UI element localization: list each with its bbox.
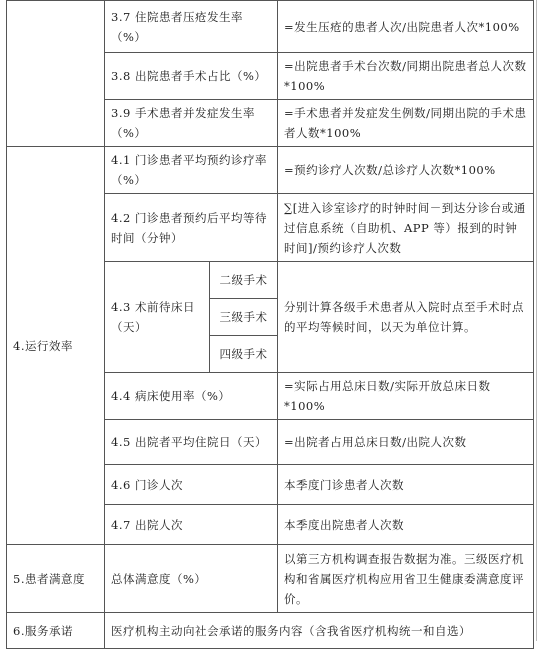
sub-indicator: 四级手术 — [210, 336, 278, 373]
sub-indicator: 三级手术 — [210, 299, 278, 336]
indicator-name: 3.9 手术患者并发症发生率（%） — [105, 100, 278, 147]
indicator-definition: =实际占用总床日数/实际开放总床日数*100% — [278, 373, 534, 420]
indicator-name: 4.2 门诊患者预约后平均等待时间（分钟） — [105, 194, 278, 262]
indicator-definition: =出院患者手术台次数/同期出院患者总人次数*100% — [278, 53, 534, 100]
sub-indicator: 二级手术 — [210, 262, 278, 299]
indicator-name: 总体满意度（%） — [105, 545, 278, 613]
category-label: 6.服务承诺 — [7, 613, 105, 649]
table-row — [7, 147, 534, 194]
indicator-name: 4.3 术前待床日（天） — [105, 262, 210, 373]
indicator-definition: 本季度出院患者人次数 — [278, 505, 534, 545]
indicator-definition: =预约诊疗人次数/总诊疗人次数*100% — [278, 147, 534, 194]
indicator-name: 4.1 门诊患者平均预约诊疗率（%） — [105, 147, 278, 194]
indicator-definition: 分别计算各级手术患者从入院时点至手术时点的平均等候时间，以天为单位计算。 — [278, 262, 534, 373]
indicator-table — [6, 0, 534, 649]
category-label: 5.患者满意度 — [7, 545, 105, 613]
indicator-definition: =手术患者并发症发生例数/同期出院的手术患者人数*100% — [278, 100, 534, 147]
indicator-name: 4.5 出院者平均住院日（天） — [105, 420, 278, 465]
category-label: 4.运行效率 — [7, 147, 105, 545]
indicator-name: 3.8 出院患者手术占比（%） — [105, 53, 278, 100]
table-row — [7, 1, 534, 53]
page-edge-divider — [536, 0, 540, 641]
indicator-definition: 本季度门诊患者人次数 — [278, 465, 534, 505]
table-row — [7, 545, 534, 613]
indicator-definition: =出院者占用总床日数/出院人次数 — [278, 420, 534, 465]
indicator-definition: =发生压疮的患者人次/出院患者人次*100% — [278, 1, 534, 53]
category-cell-3 — [7, 1, 105, 147]
indicator-definition: 医疗机构主动向社会承诺的服务内容（含我省医疗机构统一和自选） — [105, 613, 534, 649]
indicator-definition: ∑[进入诊室诊疗的时钟时间－到达分诊台或通过信息系统（自助机、APP 等）报到的时钟时间]/预约诊疗人次数 — [278, 194, 534, 262]
indicator-name: 3.7 住院患者压疮发生率（%） — [105, 1, 278, 53]
table-row — [7, 613, 534, 649]
indicator-name: 4.7 出院人次 — [105, 505, 278, 545]
indicator-name: 4.4 病床使用率（%） — [105, 373, 278, 420]
indicator-definition: 以第三方机构调查报告数据为准。三级医疗机构和省属医疗机构应用省卫生健康委满意度评价。 — [278, 545, 534, 613]
indicator-name: 4.6 门诊人次 — [105, 465, 278, 505]
